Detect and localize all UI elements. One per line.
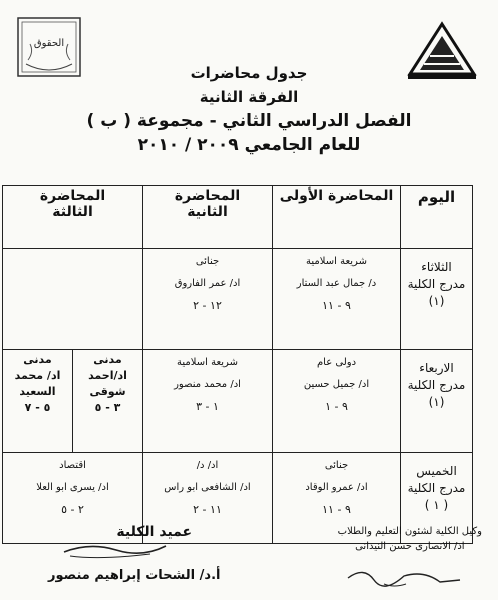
vice-dean-title: وكيل الكلية لشئون التعليم والطلاب [337, 526, 482, 537]
header-lecture-2 [143, 186, 273, 249]
lecture-professor: اد/ عمرو الوقاد [305, 482, 368, 493]
lecture-professor: د/ جمال عبد الستار [296, 278, 377, 289]
lecture-professor: اد/ الشافعى ابو راس [164, 482, 251, 493]
lecture-subject: جنائى [195, 256, 220, 267]
lecture-subject: اقتصاد [59, 460, 86, 471]
lecture-time: ٥ - ٧ [24, 401, 51, 414]
header-lecture-3-line2: الثالثة [52, 204, 93, 220]
lecture-subcell [73, 350, 142, 452]
table-header-row [3, 186, 473, 249]
table-row [3, 249, 473, 350]
header-day: اليوم [401, 186, 473, 249]
dean-name: أ.د/ الشحات إبراهيم منصور [48, 568, 221, 583]
lecture-time: ١٢ - ٢ [193, 299, 222, 312]
dean-title: عميد الكلية [116, 524, 193, 540]
lecture-cell [143, 350, 273, 453]
dean-signature-block [48, 524, 220, 583]
academic-year: للعام الجامعي ٢٠٠٩ / ٢٠١٠ [137, 135, 361, 155]
day-name: الخميس [416, 464, 457, 478]
day-cell [401, 249, 473, 350]
lecture-professor: اد/ عمر الفاروق [174, 278, 241, 289]
signature-icon [344, 560, 464, 590]
schedule-header [0, 62, 498, 158]
table-row [3, 350, 473, 453]
day-place: مدرج الكلية [407, 481, 466, 495]
day-place: مدرج الكلية [407, 277, 466, 291]
lecture-time: ٩ - ١١ [322, 299, 351, 312]
header-lecture-1: المحاضرة الأولى [273, 186, 401, 249]
lecture-professor: اد/ يسرى ابو العلا [36, 482, 109, 493]
lecture-subject: مدنى [93, 353, 122, 366]
day-name: الاربعاء [419, 361, 454, 375]
lecture-subject: جنائى [324, 460, 349, 471]
vice-dean-signature-block [338, 526, 482, 552]
lecture-cell-empty [3, 249, 143, 350]
day-cell [401, 350, 473, 453]
lecture-time: ١١ - ٢ [193, 503, 222, 516]
lecture-subject: شريعة اسلامية [306, 256, 367, 267]
day-place: مدرج الكلية [407, 378, 466, 392]
lecture-time: ٩ - ١١ [322, 503, 351, 516]
lecture-professor: اد/ جميل حسين [303, 379, 370, 390]
lecture-subject: اد/ د/ [196, 460, 219, 471]
lecture-professor-2: شوقى [89, 385, 126, 398]
seal-text: الحقوق [33, 38, 65, 49]
lecture-cell-split [3, 350, 143, 453]
schedule-title: جدول محاضرات [190, 64, 308, 82]
semester-label: الفصل الدراسي الثاني - مجموعة ( ب ) [86, 111, 412, 131]
header-lecture-3-line1: المحاضرة [39, 188, 106, 204]
lecture-time: ٢ - ٥ [61, 503, 84, 516]
vice-dean-name: اد/ الانصارى حسن النيدانى [355, 541, 465, 552]
lecture-professor: اد/احمد [88, 369, 127, 382]
lecture-cell [273, 249, 401, 350]
lecture-time: ١ - ٣ [196, 400, 219, 413]
day-hall: (١) [428, 395, 445, 409]
lecture-professor-2: السعيد [19, 385, 56, 398]
lecture-subject: دولى عام [316, 357, 357, 368]
header-lecture-2-line1: المحاضرة [174, 188, 241, 204]
header-lecture-2-line2: الثانية [187, 204, 228, 220]
lecture-time: ٣ - ٥ [94, 401, 121, 414]
header-lecture-3 [3, 186, 143, 249]
day-hall: ( ١ ) [424, 498, 449, 512]
lecture-cell [143, 249, 273, 350]
day-name: الثلاثاء [421, 260, 452, 274]
lecture-schedule-table [2, 185, 473, 544]
lecture-subject: شريعة اسلامية [177, 357, 238, 368]
day-hall: (١) [428, 294, 445, 308]
lecture-time: ٩ - ١ [325, 400, 348, 413]
lecture-cell [273, 350, 401, 453]
lecture-subject: مدنى [23, 353, 52, 366]
lecture-professor: اد/ محمد منصور [174, 379, 241, 390]
lecture-subcell [3, 350, 73, 452]
lecture-professor: اد/ محمد [14, 369, 61, 382]
group-label: الفرقة الثانية [199, 88, 299, 106]
